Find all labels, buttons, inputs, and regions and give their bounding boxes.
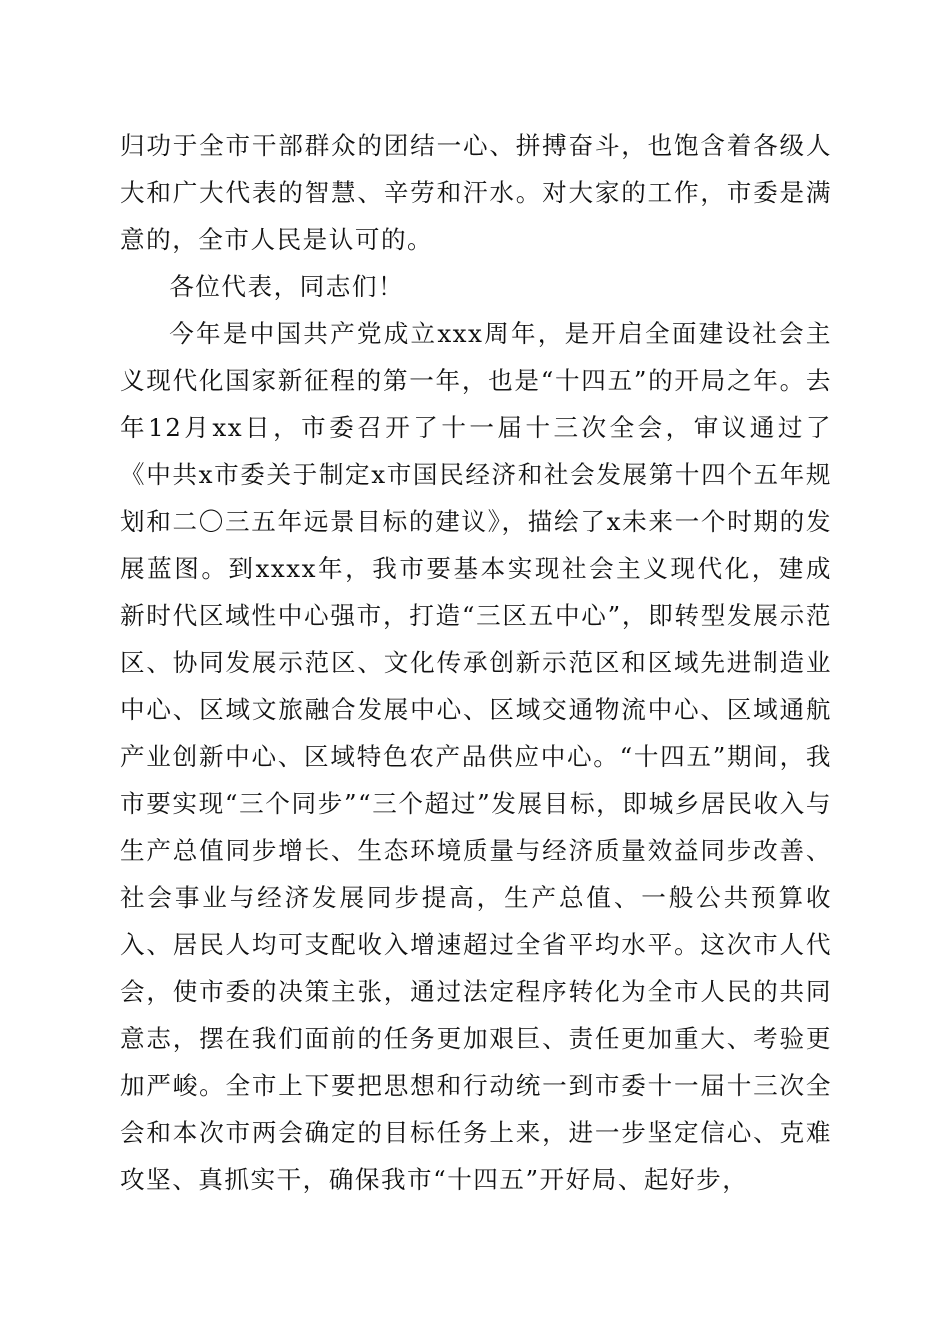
paragraph-main: 今年是中国共产党成立xxx周年，是开启全面建设社会主义现代化国家新征程的第一年，也是“十四五”的开局之年。去年12月xx日，市委召开了十一届十三次全会，审议通过了《中共x市委关于制定x市国民经济和社会发展第十四个五年规划和二〇三五年远景目标的建议》，描绘了x未来一个时期的发展蓝图。到xxxx年，我市要基本实现社会主义现代化，建成新时代区域性中心强市，打造“三区五中心”，即转型发展示范区、协同发展示范区、文化传承创新示范区和区域先进制造业中心、区域文旅融合发展中心、区域交通物流中心、区域通航产业创新中心、区域特色农产品供应中心。“十四五”期间，我市要实现“三个同步”“三个超过”发展目标，即城乡居民收入与生产总值同步增长、生态环境质量与经济质量效益同步改善、社会事业与经济发展同步提高，生产总值、一般公共预算收入、居民人均可支配收入增速超过全省平均水平。这次市人代会，使市委的决策主张，通过法定程序转化为全市人民的共同意志，摆在我们面前的任务更加艰巨、责任更加重大、考验更加严峻。全市上下要把思想和行动统一到市委十一届十三次全会和本次市两会确定的目标任务上来，进一步坚定信心、克难攻坚、真抓实干，确保我市“十四五”开好局、起好步， <box>120 319 832 1194</box>
document-body <box>120 122 832 1203</box>
paragraph-continuation: 归功于全市干部群众的团结一心、拼搏奋斗，也饱含着各级人大和广大代表的智慧、辛劳和汗水。对大家的工作，市委是满意的，全市人民是认可的。 <box>120 131 832 254</box>
paragraph-salutation: 各位代表，同志们！ <box>169 272 405 301</box>
